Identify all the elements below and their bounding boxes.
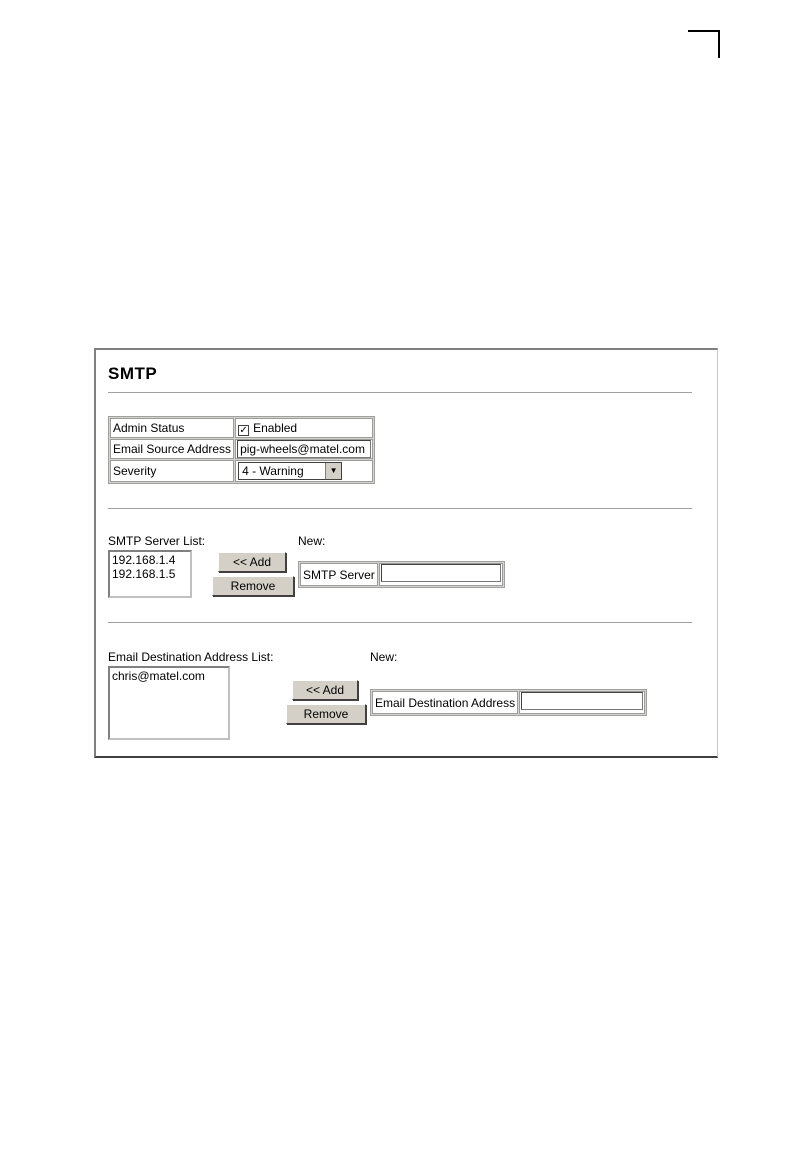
admin-status-value: Enabled xyxy=(253,420,298,435)
list-item[interactable]: 192.168.1.4 xyxy=(112,553,176,567)
email-destination-list-label: Email Destination Address List: xyxy=(108,650,274,664)
severity-cell xyxy=(235,460,373,482)
smtp-server-list-label: SMTP Server List: xyxy=(108,534,206,548)
severity-label: Severity xyxy=(110,460,234,482)
smtp-server-listbox[interactable] xyxy=(108,550,192,598)
checkmark-icon: ✓ xyxy=(239,424,248,436)
list-item[interactable]: chris@matel.com xyxy=(112,669,205,683)
severity-value: 4 - Warning xyxy=(242,464,304,478)
email-destination-input[interactable] xyxy=(521,692,643,710)
page-corner-mark xyxy=(688,30,720,58)
email-remove-button[interactable]: Remove xyxy=(286,704,366,724)
email-destination-listbox[interactable] xyxy=(108,666,230,740)
smtp-server-field-cell xyxy=(379,563,503,586)
divider xyxy=(108,508,692,510)
divider xyxy=(108,392,692,394)
admin-status-cell xyxy=(235,418,373,438)
divider xyxy=(108,622,692,624)
smtp-new-label: New: xyxy=(298,534,326,548)
severity-select[interactable] xyxy=(238,462,342,480)
table-row xyxy=(372,691,645,714)
smtp-server-new-table xyxy=(298,561,505,588)
email-new-label: New: xyxy=(370,650,398,664)
email-destination-field-cell xyxy=(519,691,645,714)
list-item[interactable]: 192.168.1.5 xyxy=(112,567,176,581)
smtp-add-button[interactable]: << Add xyxy=(218,552,286,572)
table-row xyxy=(110,418,373,438)
email-destination-field-label: Email Destination Address xyxy=(372,691,518,714)
smtp-server-input[interactable] xyxy=(381,564,501,582)
page-title: SMTP xyxy=(108,364,158,383)
email-destination-new-table xyxy=(370,689,647,716)
email-source-label: Email Source Address xyxy=(110,439,234,459)
table-row xyxy=(110,460,373,482)
admin-status-label: Admin Status xyxy=(110,418,234,438)
smtp-server-field-label: SMTP Server xyxy=(300,563,378,586)
table-row xyxy=(110,439,373,459)
admin-status-checkbox[interactable] xyxy=(238,425,249,436)
smtp-panel xyxy=(94,348,718,758)
table-row xyxy=(300,563,503,586)
email-source-input[interactable]: pig-wheels@matel.com xyxy=(237,440,371,458)
settings-table xyxy=(108,416,375,484)
email-source-cell xyxy=(235,439,373,459)
email-add-button[interactable]: << Add xyxy=(292,680,358,700)
chevron-down-icon[interactable]: ▼ xyxy=(325,463,341,479)
smtp-remove-button[interactable]: Remove xyxy=(212,576,294,596)
